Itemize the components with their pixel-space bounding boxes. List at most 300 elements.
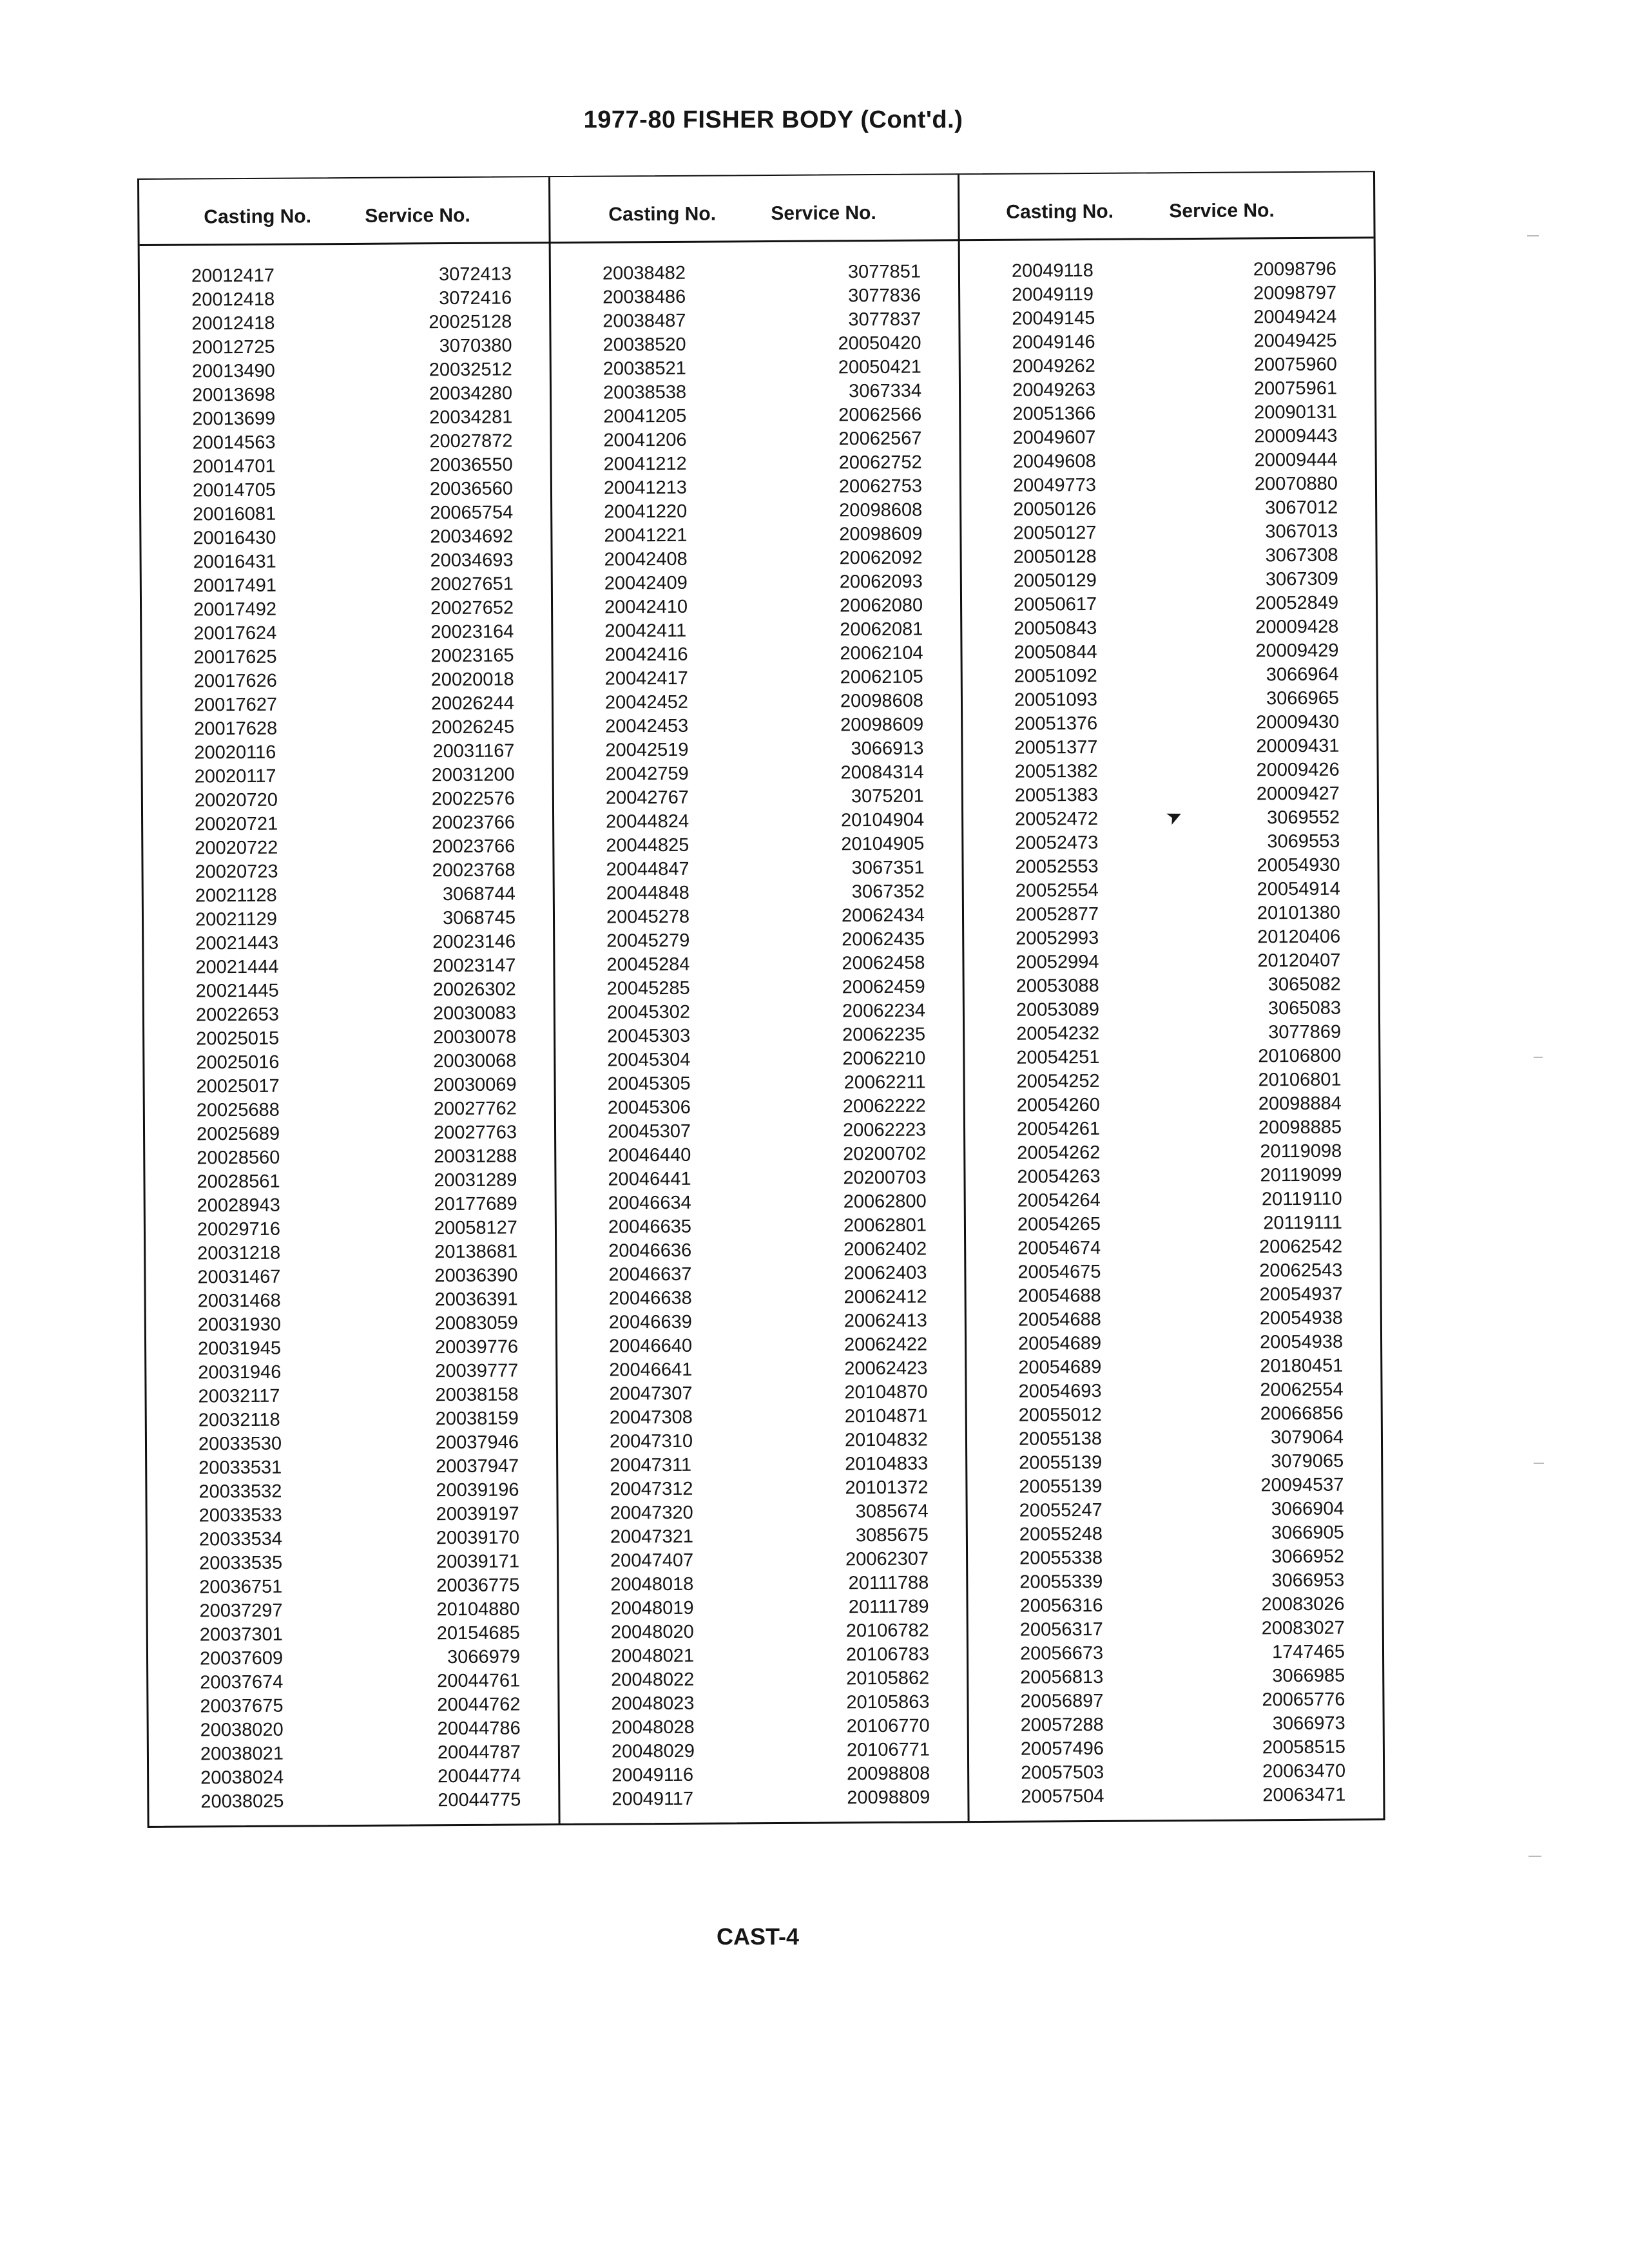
casting-number: 20032117	[198, 1385, 280, 1407]
casting-number: 20054265	[1017, 1213, 1101, 1235]
casting-number: 20028943	[197, 1195, 280, 1216]
service-number: 3077836	[848, 285, 921, 307]
casting-number: 20052472	[1015, 808, 1099, 830]
service-number: 20009429	[1255, 640, 1339, 662]
table-row	[965, 1163, 1379, 1189]
casting-number: 20031467	[197, 1266, 281, 1288]
casting-number: 20042519	[605, 739, 689, 761]
service-number: 3067308	[1265, 544, 1338, 566]
casting-number: 20045306	[607, 1097, 691, 1119]
service-number: 20120407	[1257, 950, 1341, 972]
service-number: 20062412	[843, 1286, 927, 1308]
service-number: 3067352	[851, 881, 925, 903]
service-number: 20062222	[842, 1095, 926, 1117]
casting-number: 20049116	[612, 1764, 694, 1786]
casting-number: 20038538	[602, 381, 687, 403]
casting-number: 20033533	[198, 1504, 282, 1526]
service-number: 20030083	[432, 1003, 517, 1024]
table-row	[142, 715, 552, 742]
service-number: 20200703	[843, 1167, 927, 1189]
table-row	[960, 329, 1374, 355]
service-number: 20062223	[842, 1119, 927, 1141]
service-number: 20104904	[840, 809, 925, 831]
service-number: 20026244	[430, 693, 515, 715]
table-row	[146, 1359, 555, 1385]
casting-number: 20054263	[1017, 1166, 1101, 1187]
table-row	[554, 689, 961, 715]
service-number: 20120406	[1257, 926, 1341, 948]
table-row	[967, 1401, 1381, 1428]
service-number: 20034692	[430, 526, 514, 548]
service-number: 20034281	[429, 407, 513, 428]
casting-number: 20050843	[1014, 617, 1097, 639]
service-number: 20044761	[437, 1670, 521, 1692]
table-row	[966, 1235, 1380, 1261]
table-row	[142, 644, 551, 670]
service-number: 20050420	[838, 332, 921, 354]
table-row	[553, 617, 960, 644]
casting-number: 20048022	[611, 1669, 695, 1691]
service-number: 20075961	[1253, 378, 1338, 399]
table-row	[967, 1473, 1381, 1499]
service-number: 20062459	[842, 976, 925, 998]
service-number: 20105863	[846, 1691, 930, 1713]
casting-number: 20016431	[193, 551, 276, 573]
table-row	[560, 1785, 967, 1812]
service-number: 20034693	[430, 550, 514, 572]
casting-number: 20017627	[193, 694, 278, 716]
casting-number: 20055139	[1019, 1452, 1103, 1474]
table-row	[555, 999, 963, 1025]
table-row	[559, 1499, 966, 1526]
casting-number: 20013490	[191, 360, 275, 382]
casting-number: 20050129	[1013, 570, 1097, 591]
table-row	[961, 448, 1375, 474]
service-number: 3077851	[847, 261, 921, 283]
casting-number: 20042767	[605, 787, 689, 809]
service-number: 20009426	[1256, 759, 1340, 781]
service-number: 20106782	[845, 1620, 929, 1642]
casting-number: 20032118	[198, 1409, 280, 1431]
casting-number: 20037297	[199, 1600, 283, 1622]
casting-number: 20054693	[1018, 1380, 1102, 1402]
casting-number: 20046441	[608, 1168, 691, 1190]
table-row	[552, 450, 959, 477]
table-row	[552, 355, 959, 381]
casting-number: 20021444	[195, 956, 279, 978]
table-row	[558, 1452, 965, 1478]
service-number: 20062104	[840, 642, 923, 664]
service-number: 20025128	[429, 311, 512, 333]
casting-number: 20041205	[603, 405, 687, 427]
casting-number: 20045284	[606, 954, 690, 975]
casting-number: 20045305	[607, 1073, 691, 1095]
service-number: 20023766	[431, 812, 516, 834]
table-row	[969, 1783, 1383, 1809]
table-row	[142, 548, 551, 575]
casting-number: 20041220	[604, 501, 688, 523]
table-row	[967, 1306, 1380, 1332]
table-row	[148, 1621, 557, 1648]
table-row	[963, 782, 1377, 808]
service-number: 3068744	[442, 883, 516, 905]
casting-number: 20016430	[193, 527, 276, 549]
service-number: 20032512	[429, 359, 512, 381]
service-number: 20098808	[847, 1763, 930, 1785]
service-number: 20062081	[840, 619, 923, 640]
table-row	[148, 1502, 557, 1528]
service-number: 20009430	[1256, 711, 1340, 733]
table-row	[552, 522, 959, 548]
service-number: 20180451	[1260, 1355, 1344, 1377]
casting-number: 20050617	[1013, 593, 1097, 615]
table-row	[961, 495, 1375, 522]
service-number: 20063471	[1262, 1784, 1346, 1806]
casting-number: 20033531	[198, 1457, 282, 1479]
casting-number: 20049117	[612, 1788, 694, 1810]
casting-number: 20045285	[606, 977, 690, 999]
table-row	[143, 787, 552, 813]
service-number: 20020018	[430, 669, 514, 691]
casting-number: 20031218	[197, 1242, 281, 1264]
table-row	[148, 1693, 557, 1719]
table-row	[560, 1738, 967, 1764]
casting-number: 20054675	[1017, 1261, 1101, 1283]
table-row	[146, 1264, 555, 1290]
service-number: 20054930	[1257, 854, 1340, 876]
casting-number: 20045302	[606, 1001, 691, 1023]
service-number: 20039197	[436, 1503, 519, 1525]
service-number: 20030069	[433, 1074, 517, 1096]
casting-number: 20012418	[191, 289, 275, 311]
service-number: 20062543	[1259, 1260, 1343, 1282]
service-number: 20044775	[438, 1789, 521, 1811]
service-number: 20027872	[429, 430, 513, 452]
casting-number: 20042411	[604, 620, 687, 642]
table-row	[969, 1664, 1382, 1690]
table-row	[551, 284, 958, 310]
table-row	[555, 951, 962, 977]
table-row	[145, 1073, 554, 1099]
service-number: 20009444	[1254, 449, 1338, 471]
service-number: 20009431	[1256, 735, 1340, 757]
casting-number: 20055338	[1019, 1547, 1103, 1569]
service-number: 20083027	[1261, 1617, 1345, 1639]
service-number: 20031289	[434, 1169, 517, 1191]
table-row	[553, 570, 960, 596]
casting-number: 20038487	[602, 310, 686, 332]
casting-number: 20042409	[604, 572, 688, 594]
service-number: 20039171	[436, 1551, 520, 1573]
casting-number: 20057496	[1020, 1738, 1104, 1760]
table-row	[141, 453, 550, 479]
service-number: 20022576	[431, 788, 515, 810]
casting-number: 20054252	[1016, 1070, 1100, 1092]
service-number: 20106800	[1258, 1045, 1342, 1067]
casting-number: 20048019	[610, 1597, 694, 1619]
service-number: 20070880	[1254, 473, 1338, 495]
casting-number: 20052877	[1015, 903, 1099, 925]
casting-number: 20057504	[1021, 1785, 1104, 1807]
casting-number: 20049608	[1012, 450, 1096, 472]
table-column-1	[139, 177, 559, 1826]
casting-number: 20044847	[606, 858, 689, 880]
table-row	[962, 615, 1376, 641]
table-row	[140, 286, 549, 312]
page-footer: CAST-4	[717, 1923, 800, 1950]
table-row	[140, 334, 549, 360]
service-number: 20062234	[842, 1000, 926, 1022]
table-row	[964, 948, 1378, 975]
casting-number: 20037609	[199, 1648, 284, 1669]
casting-number: 20017491	[193, 575, 276, 597]
table-row	[964, 901, 1378, 927]
table-row	[146, 1192, 555, 1218]
table-row	[554, 784, 961, 811]
table-row	[967, 1449, 1381, 1475]
service-number: 20023165	[430, 645, 514, 667]
casting-number: 20050126	[1013, 498, 1097, 520]
casting-number: 20047320	[610, 1502, 693, 1524]
service-number: 20052849	[1255, 592, 1339, 614]
table-row	[140, 381, 550, 408]
service-number: 20030068	[433, 1050, 517, 1072]
table-column-2	[550, 175, 968, 1823]
table-row	[961, 472, 1375, 498]
casting-number: 20057288	[1020, 1714, 1104, 1736]
table-row	[552, 379, 959, 405]
table-row	[560, 1762, 967, 1788]
service-number: 20054938	[1259, 1331, 1344, 1353]
table-row	[144, 1025, 554, 1052]
service-no-header: Service No.	[771, 202, 876, 224]
casting-number: 20012725	[191, 336, 275, 358]
table-row	[967, 1425, 1381, 1452]
table-row	[961, 519, 1375, 546]
table-row	[144, 1001, 554, 1028]
table-row	[555, 1023, 963, 1049]
table-row	[960, 257, 1374, 284]
casting-number: 20051376	[1014, 713, 1098, 735]
table-row	[963, 686, 1376, 713]
table-row	[554, 832, 961, 858]
table-row	[140, 429, 550, 456]
table-row	[148, 1645, 557, 1671]
casting-number: 20041212	[603, 453, 687, 475]
table-row	[147, 1454, 556, 1481]
table-row	[144, 882, 553, 908]
table-row	[556, 1166, 963, 1192]
service-number: 20062554	[1260, 1379, 1344, 1401]
table-row	[143, 858, 552, 885]
service-number: 3067012	[1265, 497, 1338, 519]
casting-number: 20048020	[610, 1621, 694, 1643]
casting-number: 20048029	[611, 1740, 695, 1762]
table-row	[556, 1118, 963, 1144]
casting-number: 20054264	[1017, 1189, 1101, 1211]
service-number: 20062210	[842, 1048, 926, 1070]
casting-number: 20042416	[604, 644, 688, 666]
service-number: 20038158	[435, 1384, 519, 1406]
casting-number: 20047310	[609, 1430, 693, 1452]
table-row	[552, 427, 959, 453]
table-row	[557, 1189, 964, 1216]
table-row	[962, 567, 1376, 593]
table-row	[557, 1261, 964, 1287]
table-row	[967, 1354, 1380, 1380]
service-number: 20062235	[842, 1024, 926, 1046]
table-row	[146, 1240, 555, 1266]
service-number: 20104833	[845, 1453, 929, 1475]
table-row	[965, 996, 1378, 1023]
service-number: 20063470	[1262, 1760, 1346, 1782]
table-row	[552, 474, 959, 501]
table-row	[553, 593, 960, 620]
service-number: 20026245	[431, 716, 515, 738]
table-row	[968, 1497, 1382, 1523]
service-number: 20062092	[839, 547, 923, 569]
table-row	[554, 736, 961, 763]
table-row	[145, 1168, 554, 1195]
service-number: 20200702	[843, 1143, 927, 1165]
casting-number: 20049118	[1011, 260, 1094, 282]
service-number: 20039776	[434, 1336, 519, 1358]
casting-number: 20017626	[193, 670, 277, 692]
service-number: 20106801	[1258, 1069, 1342, 1091]
casting-number: 20041206	[603, 429, 687, 451]
casting-table	[137, 171, 1385, 1828]
casting-number: 20033532	[198, 1481, 282, 1503]
casting-number: 20046639	[608, 1311, 692, 1333]
casting-number: 20044848	[606, 882, 689, 904]
table-row	[968, 1544, 1382, 1571]
service-number: 3072413	[438, 264, 512, 285]
service-number: 20084314	[840, 762, 924, 783]
casting-number: 20045279	[606, 930, 690, 952]
table-row	[555, 1046, 963, 1073]
casting-number: 20056317	[1019, 1619, 1103, 1640]
service-number: 3065082	[1268, 974, 1341, 995]
casting-number: 20025016	[196, 1052, 280, 1073]
service-number: 20098809	[847, 1787, 930, 1809]
casting-number: 20025688	[196, 1099, 280, 1121]
casting-number: 20049262	[1012, 355, 1095, 377]
casting-number: 20041213	[603, 477, 688, 499]
casting-no-header: Casting No.	[608, 203, 717, 226]
table-row	[144, 977, 554, 1004]
service-number: 20138681	[434, 1241, 518, 1263]
casting-number: 20013698	[191, 384, 276, 406]
table-row	[145, 1120, 554, 1147]
casting-number: 20042417	[604, 668, 688, 689]
casting-number: 20025015	[196, 1028, 280, 1050]
table-row	[969, 1735, 1383, 1762]
casting-number: 20049263	[1012, 379, 1096, 401]
scan-speck	[1527, 235, 1539, 236]
service-number: 20027763	[433, 1122, 517, 1144]
table-row	[969, 1759, 1383, 1785]
casting-number: 20038024	[200, 1767, 284, 1789]
casting-number: 20038486	[602, 286, 686, 308]
pen-mark-arrow: ➤	[1162, 803, 1186, 830]
casting-number: 20012418	[191, 312, 275, 334]
service-number: 3068745	[443, 907, 516, 929]
service-number: 20023768	[432, 860, 516, 881]
casting-number: 20047311	[610, 1454, 692, 1476]
casting-number: 20020721	[195, 813, 278, 835]
service-number: 20027762	[433, 1098, 517, 1120]
service-number: 20058127	[434, 1217, 518, 1239]
service-number: 20062423	[844, 1358, 928, 1379]
service-number: 20009443	[1254, 425, 1338, 447]
service-number: 3079064	[1270, 1427, 1344, 1448]
table-row	[551, 307, 958, 334]
casting-number: 20046635	[608, 1216, 692, 1238]
table-row	[557, 1309, 965, 1335]
table-row	[141, 501, 550, 527]
row-list	[140, 262, 559, 1814]
table-row	[144, 930, 553, 956]
table-row	[960, 305, 1374, 331]
service-number: 20104871	[844, 1405, 928, 1427]
casting-number: 20056897	[1020, 1690, 1104, 1712]
casting-number: 20020723	[195, 861, 278, 883]
service-number: 20106783	[845, 1644, 930, 1666]
service-number: 20062542	[1259, 1236, 1343, 1258]
table-row	[554, 665, 961, 691]
table-row	[962, 639, 1376, 665]
casting-number: 20042452	[604, 691, 689, 713]
casting-number: 20048023	[611, 1693, 695, 1715]
casting-number: 20051092	[1014, 665, 1097, 687]
service-number: 20009428	[1255, 616, 1339, 638]
service-number: 20104870	[844, 1381, 928, 1403]
casting-number: 20045307	[607, 1120, 691, 1142]
table-row	[967, 1330, 1380, 1356]
table-row	[560, 1714, 967, 1740]
service-number: 20062211	[843, 1072, 926, 1093]
service-number: 20119099	[1260, 1164, 1342, 1186]
casting-number: 20031930	[197, 1314, 281, 1336]
service-number: 20038159	[435, 1408, 519, 1430]
casting-number: 20050844	[1014, 641, 1097, 663]
table-row	[966, 1211, 1380, 1237]
casting-number: 20055139	[1019, 1475, 1103, 1497]
service-number: 20119098	[1260, 1140, 1342, 1162]
casting-number: 20042410	[604, 596, 688, 618]
service-number: 20037946	[435, 1432, 519, 1454]
table-row	[965, 1044, 1378, 1070]
service-number: 20036560	[429, 478, 514, 500]
table-row	[557, 1213, 964, 1240]
casting-number: 20054260	[1016, 1094, 1100, 1116]
table-row	[148, 1597, 557, 1624]
table-row	[553, 546, 960, 572]
service-number: 20062435	[842, 928, 925, 950]
casting-number: 20021128	[195, 885, 277, 907]
table-row	[142, 620, 551, 646]
table-row	[149, 1740, 558, 1767]
table-row	[146, 1311, 555, 1338]
casting-number: 20046638	[608, 1287, 692, 1309]
table-row	[554, 760, 961, 787]
table-row	[554, 808, 961, 834]
table-row	[964, 925, 1378, 951]
table-row	[555, 975, 963, 1001]
table-row	[961, 400, 1374, 427]
row-list	[960, 257, 1383, 1809]
table-row	[559, 1690, 967, 1716]
